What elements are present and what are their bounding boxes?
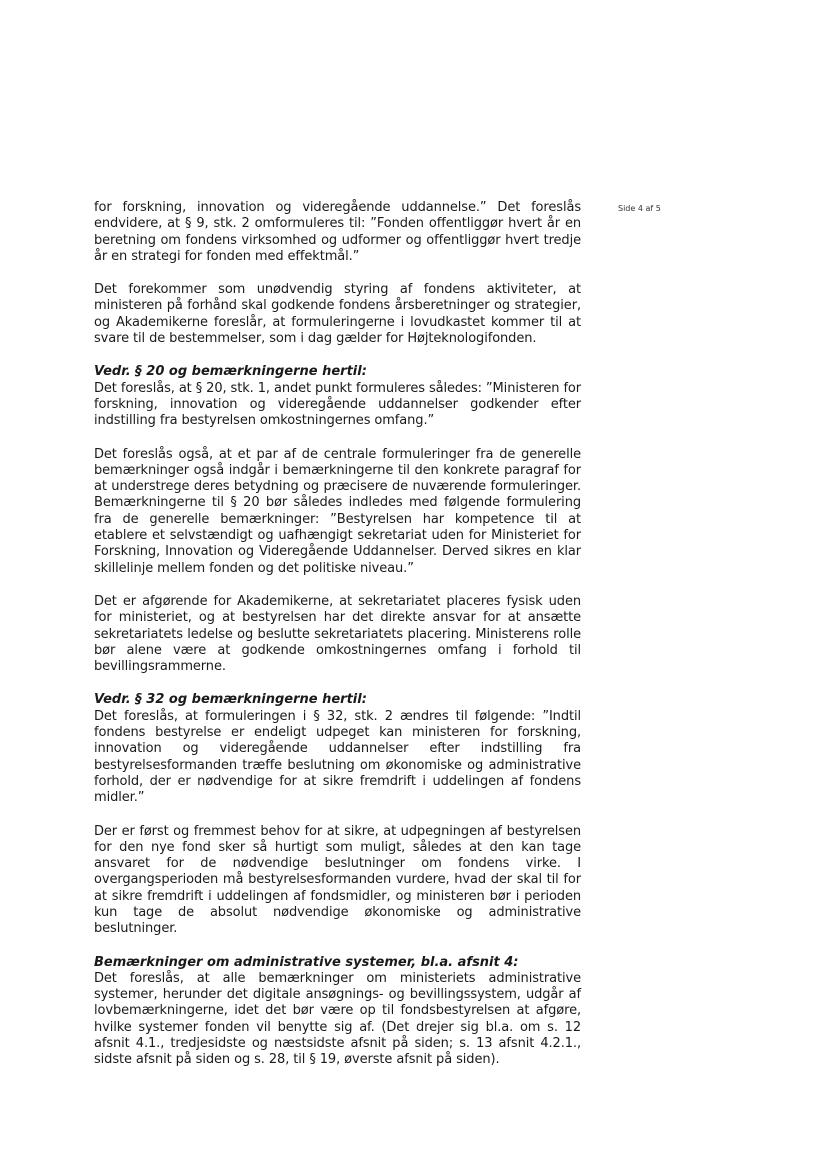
section-heading: Vedr. § 32 og bemærkningerne hertil: <box>94 692 367 708</box>
paragraph: Det er afgørende for Akademikerne, at sekretariatet placeres fysisk uden for ministeriet, og at bestyrelsen har det direkte ansvar for at ansætte sekretariatets ledelse og beslutte sekretariatets placering. Ministerens rolle bør alene være at godkende omkostningernes omfang i forhold til bevillingsrammerne. <box>94 593 581 675</box>
section-heading: Vedr. § 20 og bemærkningerne hertil: <box>94 364 367 380</box>
paragraph: for forskning, innovation og videregående uddannelse.” Det foreslås endvidere, at § 9, stk. 2 omformuleres til: ”Fonden offentliggør hvert år en beretning om fondens virksomhed og udformer og offentliggør hvert tredje år en strategi for fonden med effektmål.” <box>94 200 581 264</box>
paragraph: Det foreslås også, at et par af de centrale formuleringer fra de generelle bemærkninger også indgår i bemærkningerne til den konkrete paragraf for at understrege deres betydning og præcisere de nuværende formuleringer. Bemærkningerne til § 20 bør således indledes med følgende formulering fra de generelle bemærkninger: ”Bestyrelsen har kompetence til at etablere et selvstændigt og uafhængigt sekretariat uden for Ministeriet for Forskning, Innovation og Videregående Uddannelser. Derved sikres en klar skillelinje mellem fonden og det politiske niveau.” <box>94 446 581 576</box>
paragraph: Det foreslås, at § 20, stk. 1, andet punkt formuleres således: ”Ministeren for forskning, innovation og videregående uddannelser godkender efter indstilling fra bestyrelsen omkostningernes omfang.” <box>94 380 582 429</box>
section-heading: Bemærkninger om administrative systemer, bl.a. afsnit 4: <box>94 954 519 970</box>
paragraph: Det forekommer som unødvendig styring af fondens aktiviteter, at ministeren på forhånd skal godkende fondens årsberetninger og strategier, og Akademikerne foreslår, at formuleringerne i lovudkastet kommer til at svare til de bestemmelser, som i dag gælder for Højteknologifonden. <box>94 282 581 347</box>
paragraph: Det foreslås, at alle bemærkninger om ministeriets administrative systemer, herunder det digitale ansøgnings- og bevillingssystem, udgår af lovbemærkningerne, idet det bør være op til fondsbestyrelsen at afgøre, hvilke systemer fonden vil benytte sig af. (Det drejer sig bl.a. om s. 12 afsnit 4.1., tredjesidste og næstsidste afsnit på siden; s. 13 afsnit 4.2.1., sidste afsnit på siden og s. 28, til § 19, øverste afsnit på siden). <box>94 970 581 1068</box>
paragraph: Der er først og fremmest behov for at sikre, at udpegningen af bestyrelsen for den nye fond sker så hurtigt som muligt, således at den kan tage ansvaret for de nødvendige beslutninger om fondens virke. I overgangsperioden må bestyrelsesformanden vurdere, hvad der skal til for at sikre fremdrift i uddelingen af fondsmidler, og ministeren bør i perioden kun tage de absolut nødvendige økonomiske og administrative beslutninger. <box>94 823 581 937</box>
page-number: Side 4 af 5 <box>618 204 661 213</box>
document-body <box>94 200 581 1086</box>
paragraph: Det foreslås, at formuleringen i § 32, stk. 2 ændres til følgende: ”Indtil fondens bestyrelse er endeligt udpeget kan ministeren for forskning, innovation og videregående uddannelser efter indstilling fra bestyrelsesformanden træffe beslutning om økonomiske og administrative forhold, der er nødvendige for at sikre fremdrift i uddelingen af fondens midler.” <box>94 708 581 806</box>
